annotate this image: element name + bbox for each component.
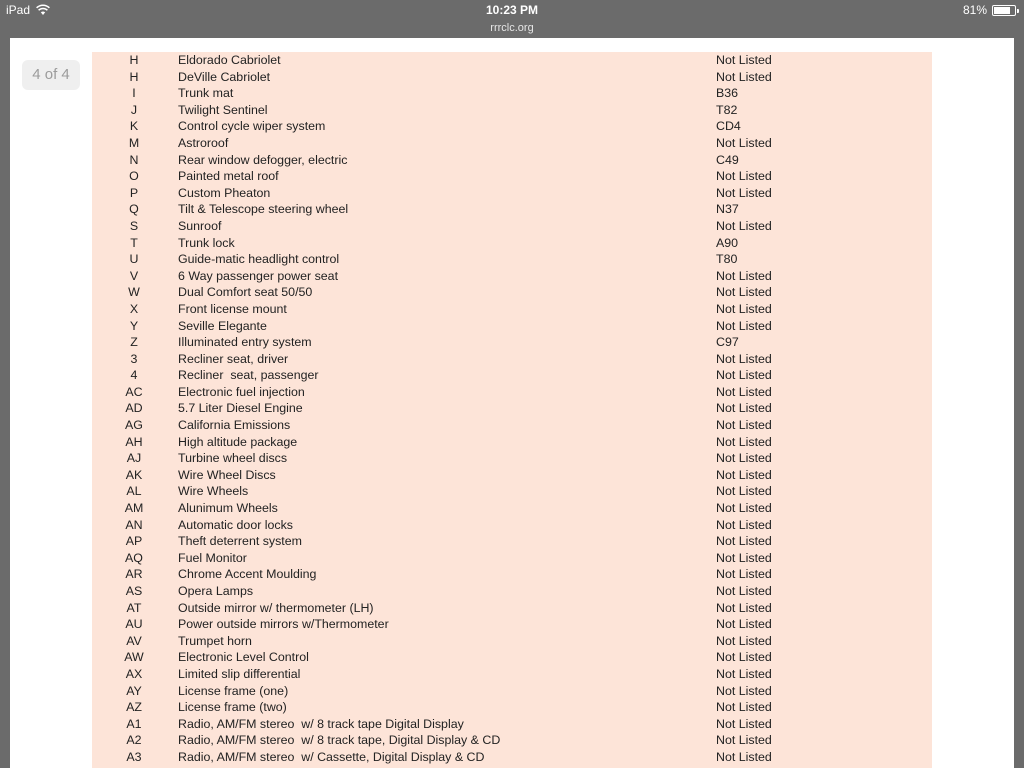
- option-code-table: [92, 52, 932, 766]
- option-code: N: [129, 152, 139, 167]
- option-code: U: [129, 252, 139, 267]
- option-code: AK: [125, 467, 143, 482]
- table-row: [92, 69, 932, 86]
- rpo-code: Not Listed: [716, 666, 772, 681]
- option-code: AJ: [126, 451, 142, 466]
- option-code: AG: [125, 418, 143, 433]
- option-code: I: [132, 86, 136, 101]
- option-description: Turbine wheel discs: [178, 451, 288, 466]
- table-row: [92, 533, 932, 550]
- table-row: [92, 450, 932, 467]
- web-content[interactable]: [10, 38, 1014, 768]
- option-code: P: [129, 185, 139, 200]
- table-row: [92, 566, 932, 583]
- table-row: [92, 434, 932, 451]
- rpo-code: Not Listed: [716, 401, 772, 416]
- option-description: Twilight Sentinel: [178, 102, 268, 117]
- option-code: AC: [125, 384, 143, 399]
- option-code: 4: [130, 368, 138, 383]
- option-code: O: [129, 169, 139, 184]
- address-bar[interactable]: [0, 18, 1024, 38]
- table-row: [92, 85, 932, 102]
- option-description: Automatic door locks: [178, 517, 294, 532]
- option-code: M: [128, 135, 140, 150]
- option-code: K: [129, 119, 139, 134]
- rpo-code: Not Listed: [716, 550, 772, 565]
- option-description: Illuminated entry system: [178, 335, 312, 350]
- option-description: 6 Way passenger power seat: [178, 268, 339, 283]
- table-row: [92, 268, 932, 285]
- table-row: [92, 749, 932, 766]
- rpo-code: Not Listed: [716, 633, 772, 648]
- rpo-code: Not Listed: [716, 285, 772, 300]
- option-code: J: [130, 102, 138, 117]
- url-text[interactable]: rrrclc.org: [490, 22, 534, 34]
- rpo-code: Not Listed: [716, 135, 772, 150]
- table-row: [92, 732, 932, 749]
- device-name: iPad: [6, 3, 31, 17]
- option-code: AL: [126, 484, 142, 499]
- option-description: Astroroof: [178, 135, 229, 150]
- clock: 10:23 PM: [485, 3, 539, 17]
- rpo-code: Not Listed: [716, 700, 772, 715]
- table-row: [92, 367, 932, 384]
- option-code: AS: [125, 584, 143, 598]
- option-code: Z: [130, 335, 138, 350]
- status-right: [963, 0, 1016, 20]
- table-row: [92, 417, 932, 434]
- option-description: License frame (two): [178, 700, 287, 715]
- table-row: [92, 102, 932, 119]
- table-row: [92, 699, 932, 716]
- option-code: AX: [125, 666, 143, 681]
- option-code: AN: [125, 517, 143, 532]
- rpo-code: Not Listed: [716, 451, 772, 466]
- rpo-code: Not Listed: [716, 617, 772, 632]
- table-row: [92, 301, 932, 318]
- option-code: AZ: [126, 700, 142, 715]
- option-description: Dual Comfort seat 50/50: [178, 285, 313, 300]
- rpo-code: Not Listed: [716, 218, 772, 233]
- rpo-code: Not Listed: [716, 434, 772, 449]
- rpo-code: A90: [716, 235, 739, 250]
- option-description: Front license mount: [178, 301, 287, 316]
- rpo-code: T82: [716, 102, 738, 117]
- option-description: Painted metal roof: [178, 169, 279, 184]
- table-row: [92, 600, 932, 617]
- option-code: W: [128, 285, 140, 300]
- option-description: Limited slip differential: [178, 666, 301, 681]
- table-row: [92, 251, 932, 268]
- option-description: Tilt & Telescope steering wheel: [178, 202, 349, 217]
- option-code: X: [129, 301, 139, 316]
- option-description: Opera Lamps: [178, 584, 254, 598]
- rpo-code: Not Listed: [716, 351, 772, 366]
- option-code: S: [129, 218, 139, 233]
- option-description: Wire Wheels: [178, 484, 249, 499]
- option-code: T: [130, 235, 138, 250]
- option-code: AH: [125, 434, 143, 449]
- option-description: Recliner seat, passenger: [178, 368, 319, 383]
- rpo-code: C49: [716, 152, 739, 167]
- rpo-code: Not Listed: [716, 318, 772, 333]
- option-description: Custom Pheaton: [178, 185, 271, 200]
- battery-fill: [994, 7, 1010, 14]
- rpo-code: Not Listed: [716, 749, 772, 764]
- table-row: [92, 467, 932, 484]
- rpo-code: Not Listed: [716, 484, 772, 499]
- rpo-code: CD4: [716, 119, 741, 134]
- rpo-code: Not Listed: [716, 584, 772, 598]
- option-description: High altitude package: [178, 434, 298, 449]
- option-code: AM: [124, 501, 144, 516]
- table-row: [92, 517, 932, 534]
- option-code: V: [129, 268, 139, 283]
- option-code: H: [129, 53, 139, 67]
- rpo-code: Not Listed: [716, 600, 772, 615]
- option-description: Control cycle wiper system: [178, 119, 326, 134]
- rpo-code: Not Listed: [716, 268, 772, 283]
- option-code: AP: [125, 534, 143, 549]
- option-code: AU: [125, 617, 143, 632]
- option-code: 3: [130, 351, 138, 366]
- option-description: Trunk lock: [178, 235, 235, 250]
- option-code: AT: [126, 600, 142, 615]
- table-row: [92, 218, 932, 235]
- table-row: [92, 185, 932, 202]
- option-description: Recliner seat, driver: [178, 351, 289, 366]
- table-row: [92, 235, 932, 252]
- option-description: Radio, AM/FM stereo w/ 8 track tape, Digital Display & CD: [178, 733, 501, 748]
- option-code: AQ: [125, 550, 143, 565]
- table-row: [92, 616, 932, 633]
- option-description: Theft deterrent system: [178, 534, 302, 549]
- option-code: AV: [126, 633, 142, 648]
- table-row: [92, 633, 932, 650]
- option-description: Alunimum Wheels: [178, 501, 278, 516]
- rpo-code: T80: [716, 252, 738, 267]
- page-indicator: 4 of 4: [22, 60, 80, 90]
- battery-icon: [992, 5, 1016, 16]
- option-description: License frame (one): [178, 683, 289, 698]
- option-code: A2: [126, 733, 142, 748]
- option-code: AY: [126, 683, 142, 698]
- table-row: [92, 483, 932, 500]
- rpo-code: Not Listed: [716, 368, 772, 383]
- option-code: Y: [129, 318, 139, 333]
- option-description: California Emissions: [178, 418, 291, 433]
- table-row: [92, 550, 932, 567]
- rpo-code: Not Listed: [716, 683, 772, 698]
- table-row: [92, 135, 932, 152]
- rpo-code: Not Listed: [716, 733, 772, 748]
- option-code: AD: [125, 401, 143, 416]
- option-description: Trunk mat: [178, 86, 234, 101]
- option-description: Guide-matic headlight control: [178, 252, 340, 267]
- table-row: [92, 649, 932, 666]
- rpo-code: Not Listed: [716, 53, 772, 67]
- rpo-code: Not Listed: [716, 650, 772, 665]
- option-description: Rear window defogger, electric: [178, 152, 348, 167]
- option-description: Sunroof: [178, 218, 222, 233]
- battery-nub: [1017, 9, 1019, 13]
- rpo-code: C97: [716, 335, 739, 350]
- option-description: DeVille Cabriolet: [178, 69, 271, 84]
- table-row: [92, 351, 932, 368]
- table-row: [92, 284, 932, 301]
- option-description: Chrome Accent Moulding: [178, 567, 317, 582]
- table-row: [92, 118, 932, 135]
- table-row: [92, 400, 932, 417]
- option-description: Fuel Monitor: [178, 550, 247, 565]
- table-row: [92, 716, 932, 733]
- table-row: [92, 384, 932, 401]
- option-description: Outside mirror w/ thermometer (LH): [178, 600, 374, 615]
- option-code: AR: [125, 567, 143, 582]
- table-row: [92, 500, 932, 517]
- status-bar: [0, 0, 1024, 20]
- table-row: [92, 318, 932, 335]
- option-description: Eldorado Cabriolet: [178, 53, 281, 67]
- rpo-code: Not Listed: [716, 301, 772, 316]
- rpo-code: Not Listed: [716, 185, 772, 200]
- rpo-code: Not Listed: [716, 69, 772, 84]
- rpo-code: Not Listed: [716, 384, 772, 399]
- option-description: Radio, AM/FM stereo w/ Cassette, Digital Display & CD: [178, 749, 485, 764]
- option-description: Wire Wheel Discs: [178, 467, 276, 482]
- battery-percent: 81%: [962, 3, 987, 17]
- rpo-code: Not Listed: [716, 716, 772, 731]
- option-description: Seville Elegante: [178, 318, 267, 333]
- option-description: Electronic Level Control: [178, 650, 309, 665]
- table-row: [92, 201, 932, 218]
- rpo-code: Not Listed: [716, 501, 772, 516]
- rpo-code: Not Listed: [716, 467, 772, 482]
- option-code: H: [129, 69, 139, 84]
- option-description: Power outside mirrors w/Thermometer: [178, 617, 389, 632]
- table-row: [92, 52, 932, 69]
- option-description: 5.7 Liter Diesel Engine: [178, 401, 303, 416]
- table-row: [92, 583, 932, 600]
- option-description: Radio, AM/FM stereo w/ 8 track tape Digital Display: [178, 716, 464, 731]
- table-row: [92, 666, 932, 683]
- option-code: A1: [126, 716, 142, 731]
- option-code: A3: [126, 749, 142, 764]
- rpo-code: Not Listed: [716, 169, 772, 184]
- option-description: Trumpet horn: [178, 633, 252, 648]
- rpo-code: N37: [716, 202, 739, 217]
- option-code: Q: [129, 202, 139, 217]
- table-row: [92, 683, 932, 700]
- rpo-code: Not Listed: [716, 534, 772, 549]
- document-page: [92, 52, 932, 768]
- option-code: AW: [124, 650, 144, 665]
- rpo-code: Not Listed: [716, 567, 772, 582]
- rpo-code: B36: [716, 86, 739, 101]
- table-row: [92, 152, 932, 169]
- option-description: Electronic fuel injection: [178, 384, 305, 399]
- table-row: [92, 168, 932, 185]
- rpo-code: Not Listed: [716, 418, 772, 433]
- rpo-code: Not Listed: [716, 517, 772, 532]
- table-row: [92, 334, 932, 351]
